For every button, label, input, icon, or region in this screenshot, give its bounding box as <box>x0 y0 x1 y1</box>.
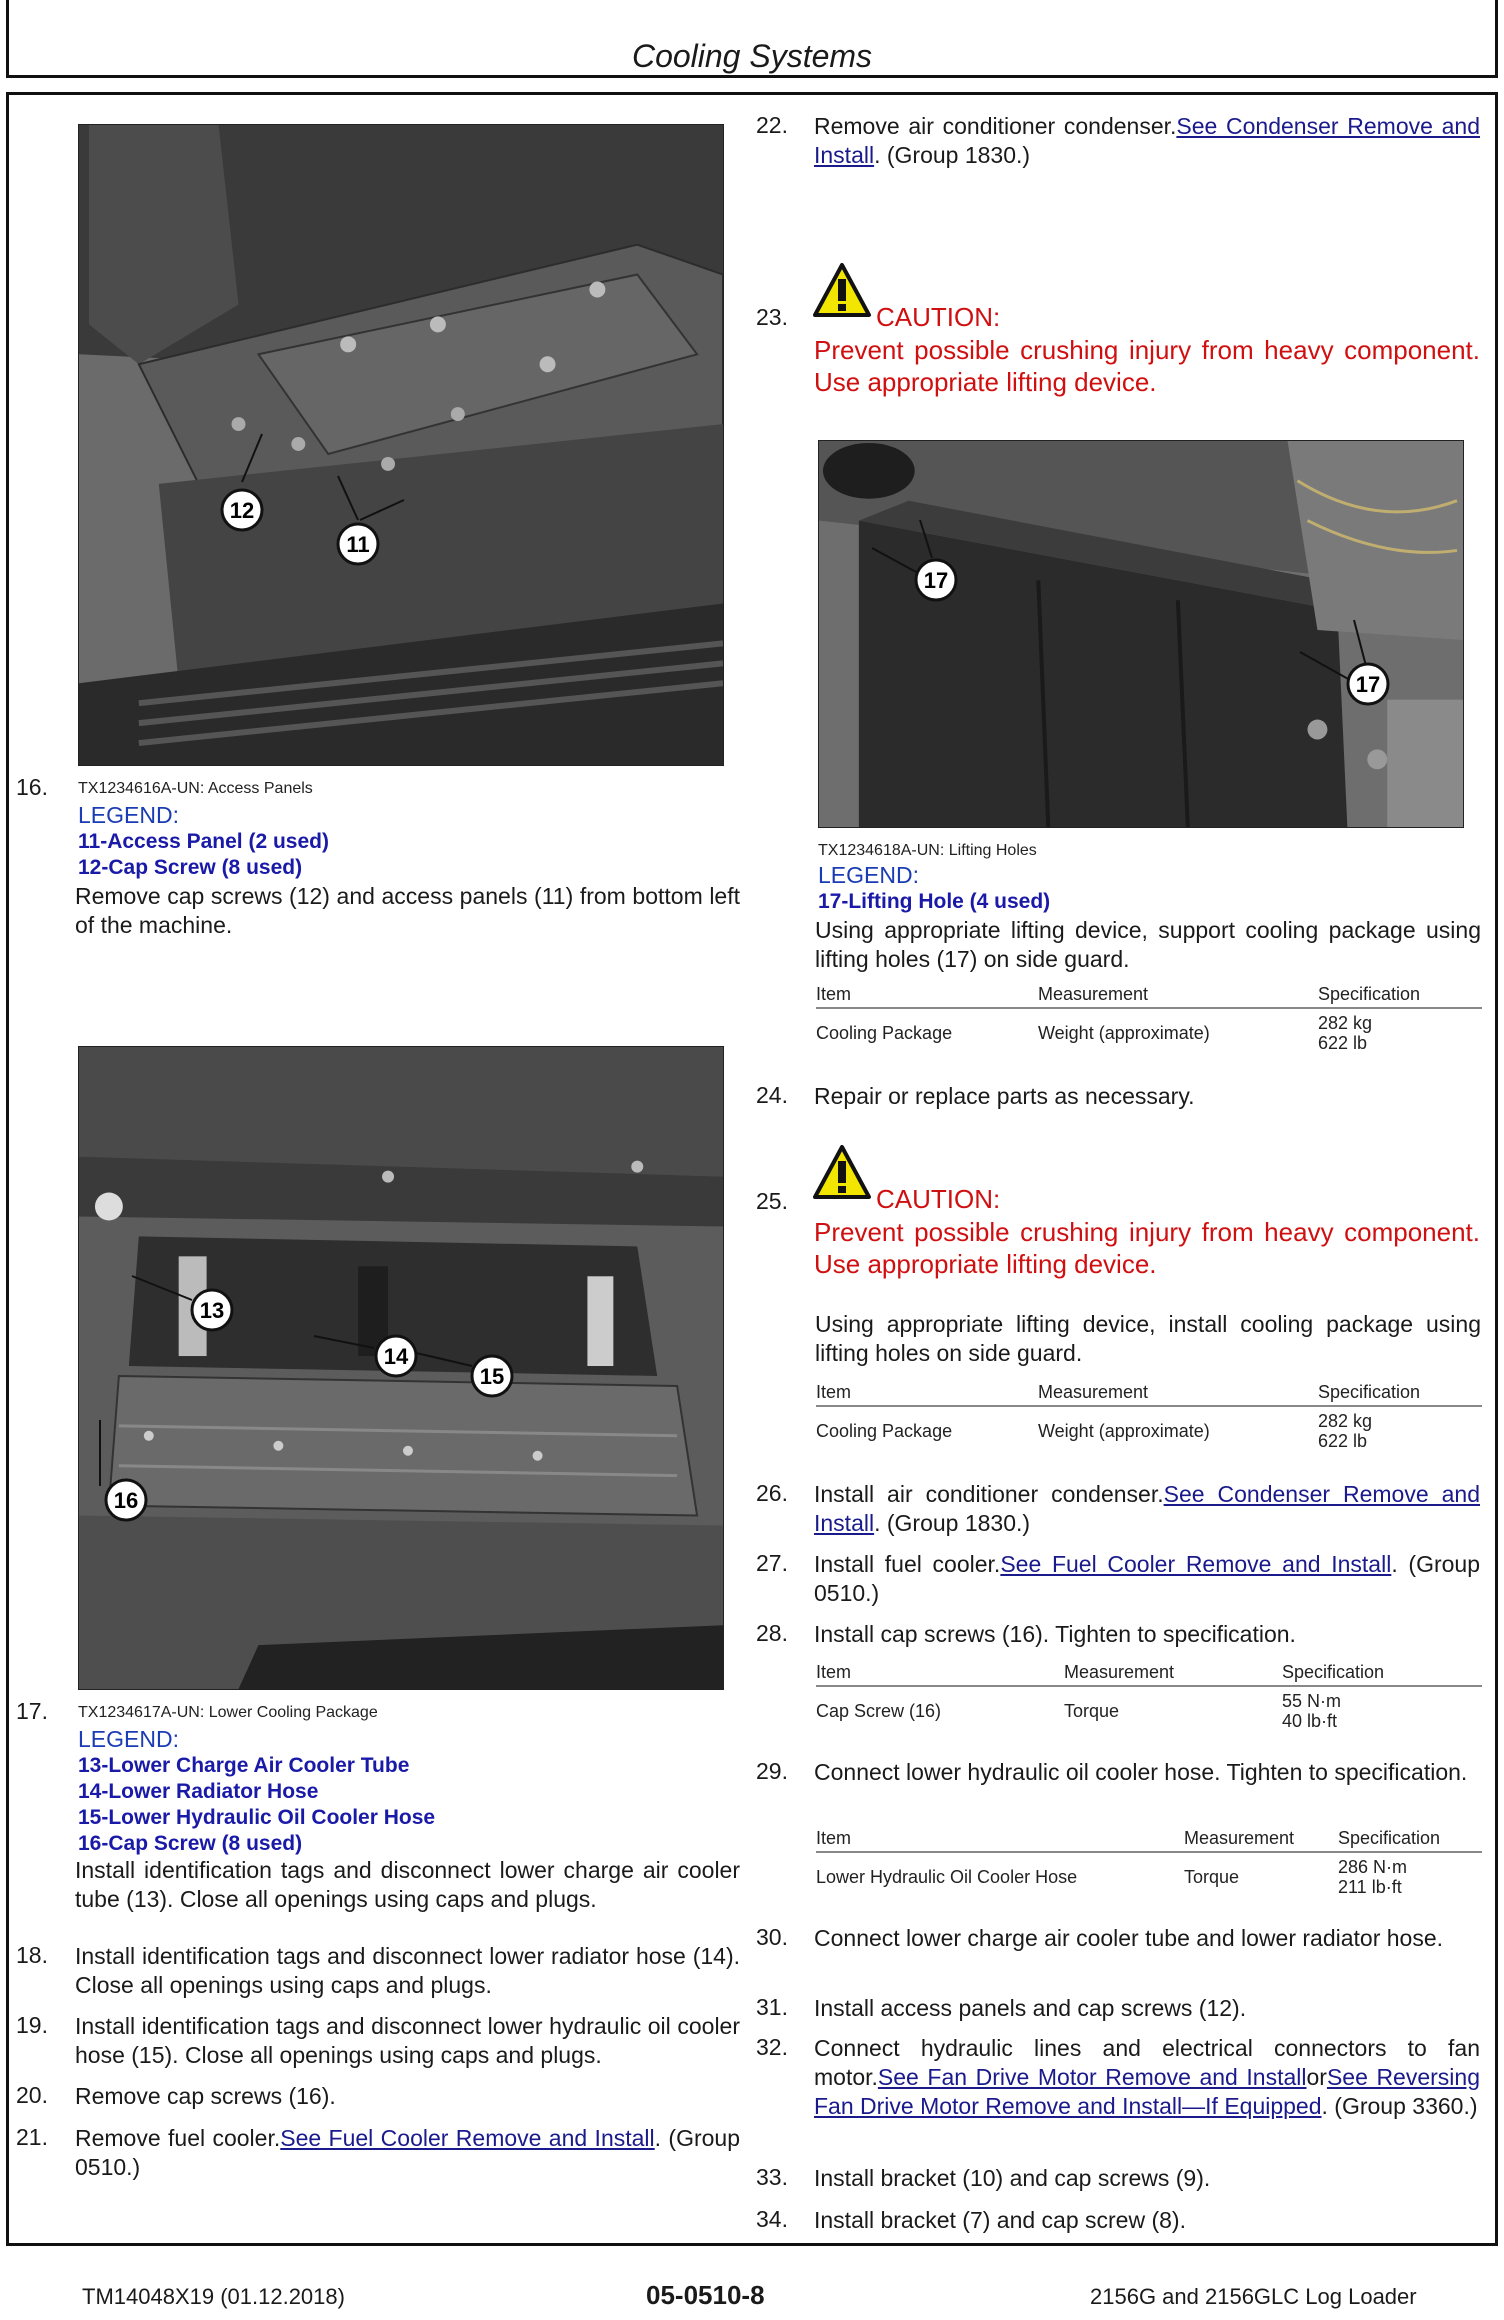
legend-item: 16-Cap Screw (8 used) <box>78 1832 303 1855</box>
callout-16: 16 <box>113 1488 139 1513</box>
step-30-number: 30. <box>756 1924 788 1950</box>
fuel-cooler-link[interactable]: See Fuel Cooler Remove and Install <box>1000 1551 1392 1577</box>
step-25-number: 25. <box>756 1188 788 1214</box>
figure-lower-cooling-package-caption: TX1234617A-UN: Lower Cooling Package <box>78 1704 378 1721</box>
legend-item: 13-Lower Charge Air Cooler Tube <box>78 1754 410 1777</box>
figure-lower-cooling-package-callouts <box>80 1260 720 1540</box>
figure-lifting-holes-callouts <box>860 520 1420 720</box>
legend-title: LEGEND: <box>78 1726 179 1752</box>
step-16-number: 16. <box>16 774 48 800</box>
step-21-number: 21. <box>16 2124 48 2150</box>
step-17-number: 17. <box>16 1698 48 1724</box>
step-31-text: Install access panels and cap screws (12). <box>814 1995 1247 2021</box>
step-23b-text: Using appropriate lifting device, support cooling package using lifting holes (17) on side guard. <box>815 917 1481 972</box>
step-20-number: 20. <box>16 2082 48 2108</box>
callout-13: 13 <box>199 1298 225 1323</box>
figure-access-panels-callouts <box>200 420 440 570</box>
warning-icon <box>812 262 872 318</box>
condenser-link[interactable]: See Condenser Remove and Install <box>814 113 1480 168</box>
callout-15: 15 <box>479 1364 505 1389</box>
callout-11: 11 <box>346 532 370 557</box>
step-18-text: Install identification tags and disconnect lower radiator hose (14). Close all openings using caps and plugs. <box>75 1943 740 1998</box>
spec-table-cooling-weight: Item Measurement Specification Cooling Package Weight (approximate) 282 kg 622 lb <box>816 982 1482 1057</box>
step-28-text: Install cap screws (16). Tighten to specification. <box>814 1621 1296 1647</box>
caution-label: CAUTION: <box>876 302 1001 332</box>
reversing-fan-drive-motor-link[interactable]: See Reversing Fan Drive Motor Remove and Install—If Equipped <box>814 2064 1480 2119</box>
step-24-number: 24. <box>756 1082 788 1108</box>
caution-label: CAUTION: <box>876 1184 1001 1214</box>
legend-item: 17-Lifting Hole (4 used) <box>818 890 1051 913</box>
step-32-number: 32. <box>756 2034 788 2060</box>
step-34-number: 34. <box>756 2206 788 2232</box>
page-title: Cooling Systems <box>631 38 873 74</box>
legend-item: 11-Access Panel (2 used) <box>78 830 329 853</box>
step-17-text: Install identification tags and disconnect lower charge air cooler tube (13). Close all openings using caps and plugs. <box>75 1857 740 1912</box>
step-26-number: 26. <box>756 1480 788 1506</box>
step-19-text: Install identification tags and disconnect lower hydraulic oil cooler hose (15). Close all openings using caps and plugs. <box>75 2013 740 2068</box>
legend-title: LEGEND: <box>818 862 919 888</box>
step-24-text: Repair or replace parts as necessary. <box>814 1083 1195 1109</box>
legend-item: 12-Cap Screw (8 used) <box>78 856 303 879</box>
step-19-number: 19. <box>16 2012 48 2038</box>
legend-item: 15-Lower Hydraulic Oil Cooler Hose <box>78 1806 436 1829</box>
step-27-number: 27. <box>756 1550 788 1576</box>
step-29-text: Connect lower hydraulic oil cooler hose. Tighten to specification. <box>814 1759 1468 1785</box>
callout-17: 17 <box>1355 672 1381 697</box>
caution-text: Prevent possible crushing injury from heavy component. Use appropriate lifting device. <box>814 1217 1480 1279</box>
step-18-number: 18. <box>16 1942 48 1968</box>
fan-drive-motor-link[interactable]: See Fan Drive Motor Remove and Install <box>877 2064 1307 2090</box>
condenser-link[interactable]: See Condenser Remove and Install <box>814 1481 1480 1536</box>
spec-table-hose-torque: Item Measurement Specification Lower Hydraulic Oil Cooler Hose Torque 286 N·m 211 lb·ft <box>816 1826 1482 1901</box>
figure-access-panels-caption: TX1234616A-UN: Access Panels <box>78 780 313 797</box>
step-32-text: Connect hydraulic lines and electrical connectors to fan motor.See Fan Drive Motor Remove and InstallorSee Reversing Fan Drive Motor Remove and Install—If Equipped. (Group 3360.) <box>814 2035 1480 2119</box>
spec-table-cooling-weight-install: Item Measurement Specification Cooling Package Weight (approximate) 282 kg 622 lb <box>816 1380 1482 1455</box>
step-21-text: Remove fuel cooler.See Fuel Cooler Remove and Install. (Group 0510.) <box>75 2125 740 2180</box>
callout-17: 17 <box>923 568 949 593</box>
step-22-number: 22. <box>756 112 788 138</box>
step-31-number: 31. <box>756 1994 788 2020</box>
step-20-text: Remove cap screws (16). <box>75 2083 336 2109</box>
step-25-text: Using appropriate lifting device, install cooling package using lifting holes on side guard. <box>815 1311 1481 1366</box>
footer-doc-id: TM14048X19 (01.12.2018) <box>82 2284 345 2309</box>
step-23-number: 23. <box>756 304 788 330</box>
step-33-text: Install bracket (10) and cap screws (9). <box>814 2165 1211 2191</box>
callout-12: 12 <box>229 498 255 523</box>
figure-lifting-holes-caption: TX1234618A-UN: Lifting Holes <box>818 842 1037 859</box>
step-30-text: Connect lower charge air cooler tube and lower radiator hose. <box>814 1925 1444 1951</box>
caution-text: Prevent possible crushing injury from heavy component. Use appropriate lifting device. <box>814 335 1480 397</box>
legend-item: 14-Lower Radiator Hose <box>78 1780 319 1803</box>
step-22-text: Remove air conditioner condenser.See Condenser Remove and Install. (Group 1830.) <box>814 113 1480 168</box>
step-16-text: Remove cap screws (12) and access panels (11) from bottom left of the machine. <box>75 883 740 938</box>
warning-icon <box>812 1144 872 1200</box>
fuel-cooler-link[interactable]: See Fuel Cooler Remove and Install <box>280 2125 655 2151</box>
step-26-text: Install air conditioner condenser.See Condenser Remove and Install. (Group 1830.) <box>814 1481 1480 1536</box>
legend-title: LEGEND: <box>78 802 179 828</box>
step-29-number: 29. <box>756 1758 788 1784</box>
step-27-text: Install fuel cooler.See Fuel Cooler Remove and Install. (Group 0510.) <box>814 1551 1480 1606</box>
callout-14: 14 <box>383 1344 409 1369</box>
step-28-number: 28. <box>756 1620 788 1646</box>
footer-model: 2156G and 2156GLC Log Loader <box>1090 2284 1417 2309</box>
spec-table-cap-screw-torque: Item Measurement Specification Cap Screw (16) Torque 55 N·m 40 lb·ft <box>816 1660 1482 1735</box>
footer-page-number: 05-0510-8 <box>646 2280 765 2310</box>
step-34-text: Install bracket (7) and cap screw (8). <box>814 2207 1186 2233</box>
step-33-number: 33. <box>756 2164 788 2190</box>
